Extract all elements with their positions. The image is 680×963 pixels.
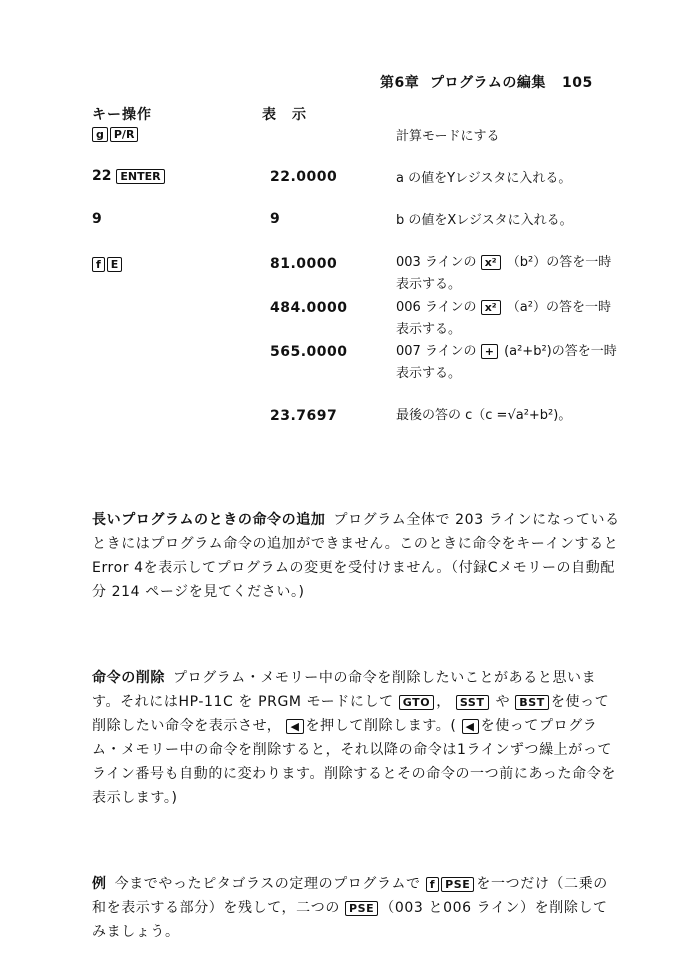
key-backspace: ◀	[462, 719, 479, 734]
table-row-keys	[92, 256, 124, 272]
key-f: f	[426, 877, 439, 892]
desc-text: （a²）の答を一時表示する。	[396, 300, 611, 337]
paragraph-text: ，	[436, 694, 451, 710]
paragraph-text: プログラム・メモリー中の命令を削除したいことがあると思います。それにはHP-11C を PRGM モードにして	[92, 670, 597, 710]
display-value: 23.7697	[270, 408, 338, 424]
paragraph-text: や	[495, 694, 511, 710]
key-bst: BST	[515, 695, 549, 710]
paragraph-text: を使ってプログラム・メモリー中の命令を削除すると，それ以降の命令は1ラインずつ繰上がってライン番号も自動的に変わります。削除するとその命令の一つ前にあった命令を表示します。)	[92, 718, 616, 806]
paragraph-text: （003 と006 ライン）を削除してみましょう。	[92, 900, 608, 940]
desc-text: (a²+b²)の答を一時表示する。	[396, 344, 617, 381]
display-value: 484.0000	[270, 300, 348, 316]
chapter-label: 第6章	[380, 75, 420, 91]
desc-text: （b²）の答を一時表示する。	[396, 255, 612, 292]
table-row-keys	[92, 126, 140, 142]
paragraph-heading: 命令の削除	[92, 670, 165, 686]
table-row-desc	[396, 252, 618, 296]
key-pse: PSE	[441, 877, 474, 892]
paragraph-heading: 長いプログラムのときの命令の追加	[92, 512, 326, 528]
page-header	[380, 72, 593, 92]
display-value: 81.0000	[270, 256, 338, 272]
table-row-desc: b の値をXレジスタに入れる。	[396, 213, 573, 228]
display-value: 9	[270, 211, 281, 227]
key-x-squared: x²	[481, 300, 501, 315]
display-value: 22.0000	[270, 169, 338, 185]
key-x-squared: x²	[481, 255, 501, 270]
table-row-desc	[396, 341, 618, 385]
chapter-title: プログラムの編集	[430, 75, 546, 91]
paragraph-text: 今までやったピタゴラスの定理のプログラムで	[114, 876, 421, 892]
paragraph-example	[92, 872, 622, 944]
paragraph-text: を一つだけ（二乗の和を表示する部分）を残して，二つの	[92, 876, 608, 916]
key-pse: PSE	[345, 901, 378, 916]
table-row-keys	[92, 168, 167, 184]
paragraph-text: プログラム全体で 203 ラインになっているときにはプログラム命令の追加ができません。このときに命令をキーインするとError 4を表示してプログラムの変更を受付けません。（付録Cメモリーの自動配分 214 ページを見てください。)	[92, 512, 620, 600]
paragraph-delete	[92, 666, 622, 810]
table-row-desc	[396, 297, 618, 341]
table-row-desc: a の値をYレジスタに入れる。	[396, 171, 572, 186]
key-sst: SST	[456, 695, 489, 710]
column-head-display: 表 示	[262, 107, 307, 123]
desc-text: 003 ラインの	[396, 255, 477, 270]
paragraph-text: を使って削除したい命令を表示させ，	[92, 694, 610, 734]
key-g: g	[92, 127, 108, 142]
paragraph-long-program	[92, 508, 622, 604]
column-head-keys: キー操作	[92, 107, 152, 123]
key-enter: ENTER	[116, 169, 164, 184]
table-row-desc: 最後の答の c（c =√a²+b²)。	[396, 408, 572, 423]
table-row-desc: 計算モードにする	[396, 129, 500, 144]
paragraph-text: を押して削除します。(	[305, 718, 457, 734]
desc-text: 006 ラインの	[396, 300, 477, 315]
desc-text: 007 ラインの	[396, 344, 477, 359]
key-plus: +	[481, 344, 498, 359]
key-prefix: 9	[92, 211, 102, 227]
page-number: 105	[562, 75, 593, 91]
key-e: E	[107, 257, 123, 272]
key-backspace: ◀	[286, 719, 303, 734]
key-f: f	[92, 257, 105, 272]
key-gto: GTO	[399, 695, 435, 710]
display-value: 565.0000	[270, 344, 348, 360]
key-pr: P/R	[110, 127, 139, 142]
paragraph-heading: 例	[92, 876, 107, 892]
key-prefix: 22	[92, 168, 112, 184]
